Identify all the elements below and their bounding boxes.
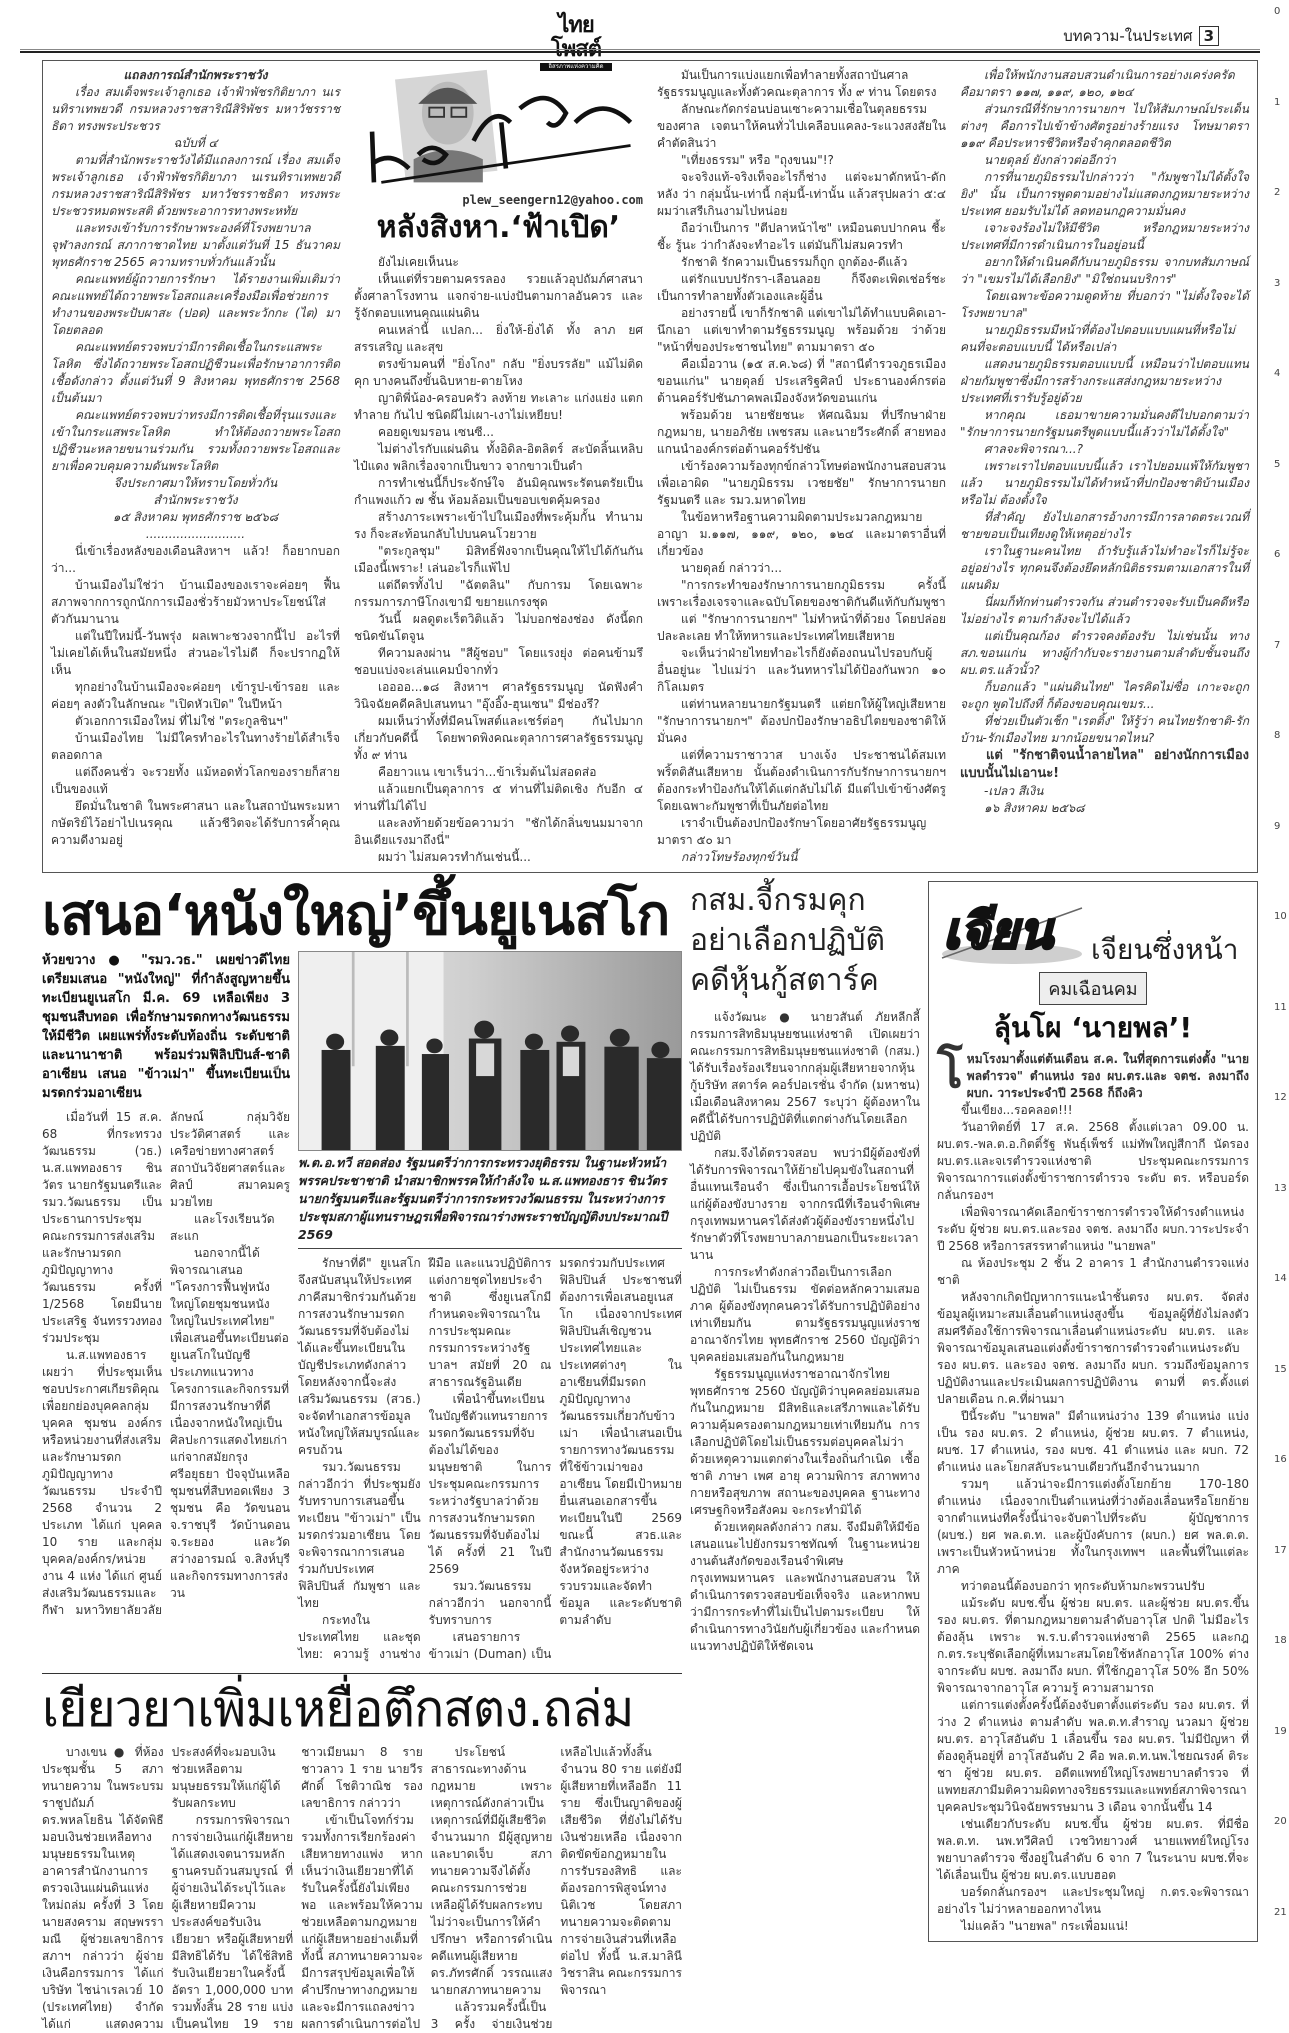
column-byline: คมเฉือนคม [1039,972,1146,1005]
column-paragraph: และลงท้ายด้วยข้อความว่า "ชักได้กลิ่นขนมมาจากอินเดียแรงมาถึงนี่" [354,816,643,847]
ruler-mark: 7 [1274,639,1281,651]
section-header [1063,24,1219,48]
page-content [42,60,1258,2033]
story1-paragraph: รมว.วัฒนธรรมกล่าวอีกว่า นอกจากนี้รับทราบการ [428,1579,552,1627]
column-paragraph: ก็บอกแล้ว "แผ่นดินไทย" ไครคิดไม่ซื่อ เกาะจะถูกจะถูก พูดไปถึงที่ ก็ต้องขอบคุณเขมร... [960,680,1249,711]
masthead [0,0,1289,70]
logo-text: ไทยโพสต์ [550,13,602,62]
column-paragraph: จะเห็นว่าฝ่ายไทยทำอะไรก็ยังต้องถนนไปรอบกับผู้อื่นอยู่นะ ไปแม่ว่า และวันทหารไม่ได้ป้องกันพวก ๑๐ กิโลเมตร [657,646,946,694]
story1-lead: ห้วยขวาง ● "รมว.วธ." เผยข่าวดีไทยเตรียมเสนอ "หนังใหญ่" ที่กำลังสูญหายขึ้นทะเบียนยูเนสโก มี.ค. 69 เหลือเพียง 3 ชุมชนสืบทอด เพื่อรักษามรดกทางวัฒนธรรมให้มีชีวิต เผยแพร่ทั้งระดับท้องถิ่น ระดับชาติและนานาชาติ พร้อมร่วมฟิลิปปินส์-ชาติอาเซียน เสนอ "ข้าวเม่า" ขึ้นทะเบียนเป็นมรดกร่วมอาเซียน [42,953,290,1101]
story1-paragraph: เมื่อวันที่ 15 ส.ค. 68 ที่กระทรวงวัฒนธรรม (วธ.) น.ส.แพทองธาร ชินวัตร นายกรัฐมนตรีและ รมว.วัฒนธรรม เป็นประธานการประชุมคณะกรรมการส่งเสริมและรักษามรดกภูมิปัญญาทางวัฒนธรรม ครั้งที่ 1/2568 โดยมีนายประเสริฐ จันทรรวงทอง ร่วมประชุม [42,1110,162,1345]
column-paragraph: แต่รักแบบปรักรา-เลือนลอย ก็จึงตะเพิดเช่อร์ชะ เป็นการทำลายทั้งตัวเองและผู้อื่น [657,272,946,303]
royal-statement-paragraph: คณะแพทย์ตรวจพบว่าทรงมีการติดเชื้อที่รุนแรงและเข้าในกระแสพระโลหิต ทำให้ต้องถวายพระโอสถปฏิชีวนะหลายขนานร่วมกัน รวมทั้งถวายพระโอสถและยาเพื่อควบคุมความดันพระโลหิต [51,408,340,473]
column-paragraph: "การกระทำของรักษาการนายกภูมิธรรม ครั้งนี้ เพราะเรื่องเจรจาและฉบับโดยของชาติกันดีแท้กับกัมพูชา [657,578,946,609]
ruler-mark: 20 [1274,1816,1287,1827]
news-photo [298,951,682,1151]
column-paragraph: ศาลจะพิจารณา...? [984,442,1083,456]
story2-headline: กสม.จี้กรมคุก อย่าเลือกปฏิบัติ คดีหุ้นกู้สตาร์ค [690,883,885,998]
royal-statement-paragraph: และทรงเข้ารับการรักษาพระองค์ที่โรงพยาบาลจุฬาลงกรณ์ สภากาชาดไทย มาตั้งแต่วันที่ 15 ธันวาคม พุทธศักราช 2565 ความทราบทั่วกันแล้วนั้น [51,221,340,269]
story1-paragraph: น.ส.แพทองธาร เผยว่า ที่ประชุมเห็นชอบประกาศเกียรติคุณเพื่อยกย่องบุคคลกลุ่มบุคคล ชุมชน องค์กร หรือหน่วยงานที่ส่งเสริมและรักษามรดกภูมิปัญญาทางวัฒนธรรม ประจำปี 2568 จำนวน 2 ประเภท ได้แก่ บุคคล 10 ราย และกลุ่มบุคคล/องค์กร/หน่วยงาน 4 แห่ง ได้แก่ ศูนย์ส่งเสริมวัฒนธรรมและกีฬา มหาวิทยาลัยวลัยลักษณ์ กลุ่มวิจัยประวัติศาสตร์ และเครือข่ายทางศาสตร์ สถาบันวิจัยศาสตร์และศิลป์ สมาคมครูมวยไทย [42,1110,290,1617]
column-paragraph: ทุกอย่างในบ้านเมืองจะค่อยๆ เข้ารูป-เข้ารอย และค่อยๆ ลงตัวในลักษณะ "เปิดหัวเปิด" ในปีหน้า [51,680,340,711]
royal-statement-paragraph: คณะแพทย์ตรวจพบว่ามีการติดเชื้อในกระแสพระโลหิต ซึ่งได้ถวายพระโอสถปฏิชีวนะเพื่อรักษาอาการติดเชื้อดังกล่าว ตั้งแต่วันที่ 9 สิงหาคม พุทธศักราช 2568 เป็นต้นมา [51,340,340,405]
story1-paragraph: รมว.วัฒนธรรมกล่าวอีกว่า ที่ประชุมยังรับทราบการเสนอขึ้นทะเบียน "ข้าวเม่า" เป็นมรดกร่วมอาเซียน โดยจะพิจารณาการเสนอ ร่วมกับประเทศฟิลิปปินส์ กัมพูชา และไทย [298,1460,421,1610]
royal-statement-paragraph: คณะแพทย์ผู้ถวายการรักษา ได้รายงานเพิ่มเติมว่า คณะแพทย์ได้ถวายพระโอสถและเครื่องมือเพื่อช่วยการทำงานของพระปับผาสะ (ปอด) และพระวักกะ (ไต) มาโดยตลอด [51,272,340,337]
photo-caption: พ.ต.อ.ทวี สอดส่อง รัฐมนตรีว่าการกระทรวงยุติธรรม ในฐานะหัวหน้าพรรคประชาชาติ นำสมาชิกพรรคให้กำลังใจ น.ส.แพทองธาร ชินวัตร นายกรัฐมนตรีและรัฐมนตรีว่าการกระทรวงวัฒนธรรม ในระหว่างการประชุมสภาผู้แทนราษฎรเพื่อพิจารณาร่างพระราชบัญญัติงบประมาณปี 2569 [298,1151,682,1249]
column-paragraph: ผมเห็นว่าทั้งที่มีคนโพสต์และเชร์ต่อๆ กันไปมาก เกี่ยวกับคดีนี้ โดยพาดพิงคณะตุลาการศาลรัฐธรรมนูญ ทั้ง ๙ ท่าน [354,714,643,762]
story1-paragraph: นอกจากนี้ได้พิจารณาเสนอ "โครงการฟื้นฟูหนังใหญ่โดยชุมชนหนังใหญ่ในประเทศไทย" เพื่อเสนอขึ้นทะเบียนต่อยูเนสโกในบัญชีประเภทแนวทาง โครงการและกิจกรรมที่มีการสงวนรักษาที่ดี เนื่องจากหนังใหญ่เป็นศิลปะการแสดงไทยเก่าแก่จากสมัยกรุงศรีอยุธยา ปัจจุบันเหลือชุมชนที่สืบทอดเพียง 3 ชุมชน คือ วัดขนอน จ.ราชบุรี วัดบ้านดอน จ.ระยอง และวัดสว่างอารมณ์ จ.สิงห์บุรี และกิจกรรมทางการส่งวน [170,1246,290,1600]
story3-paragraph: บางเขน ● ที่ห้องประชุมชั้น 5 สภาทนายความ ในพระบรมราชูปถัมภ์ ดร.พหลโยธิน ได้จัดพิธีมอบเงินช่วยเหลือทางมนุษยธรรมในเหตุอาคารสำนักงานการตรวจเงินแผ่นดินแห่งใหม่ถล่ม ครั้งที่ 3 โดยนายสงคราม สฤษพรรามณี ผู้ช่วยเลขาธิการสภาฯ กล่าวว่า ผู้จ่ายเงินคือกรรมการ ได้แก่ บริษัท ไชน่าเรลเวย์ 10 (ประเทศไทย) จำกัด ได้แก่ แสดงความประสงค์ที่จะมอบเงินช่วยเหลือตามมนุษยธรรมให้แก่ผู้ได้รับผลกระทบ [42,1745,281,2031]
byline-row [937,972,1249,1005]
column-paragraph: เจาะจงร้องไม่ให้มีชีวิต หรือกฎหมายระหว่างประเทศที่มีการดำเนินการในอยู่อนนี้ [960,221,1249,252]
column-paragraph: "ตระกูลชุม" มิสิทธิ์ฟังจากเป็นคุณให้ไปได้กันกันเมืองนี้เพราะ! เล่นอะไรก็แพ้ไป [354,544,643,575]
column-paragraph: เออออ...๑๘ สิงหาฯ ศาลรัฐธรรมนูญ นัดฟังคำวินิจฉัยคดีคลิปเสนทนา "อุ๊งอิ๊ง-ฮุนเซน" มีช่องรึ? [354,680,643,711]
left-stories [42,881,682,2033]
column-title: หลังสิงหา.‘ฟ้าเปิด’ [376,210,621,245]
ruler-mark: 10 [1274,911,1287,922]
ruler-mark: 17 [1274,1544,1287,1556]
box-paragraph: แม้ระดับ ผบช.ขึ้น ผู้ช่วย ผบ.ตร. และผู้ช่วย ผบ.ตร.ขึ้นรอง ผบ.ตร. ที่ตามกฎหมายตามลำดับอาวุโส ปกติ ไม่มีอะไรต้องลุ้น เพราะ พ.ร.บ.ตำรวจแห่งชาติ 2565 และกฎ ก.ตร.ระบุชัดเลือกผู้ที่เหมาะสมโดยใช้หลักอาวุโส 100% ต่างจากระดับ ผบช. ลงมาถึง ผบก. ที่ใช้กฎอาวุโส 50% อีก 50% พิจารณาจากอาวุโส ความรู้ ความสามารถ [937,1596,1249,1695]
column-paragraph: แสดงนายภูมิธรรมตอบแบบนี้ เหมือนว่าไปตอบแทนฝ่ายกัมพูชาซึ่งมีการสร้างกระแสส่งกฎหมายระหว่างประเทศที่เรารับรู้อยู่ด้วย [960,357,1249,405]
story2-text [690,1009,920,1655]
column-paragraph: แต่ "รักษาการนายกฯ" ไม่ทำหน้าที่ด้วยง โดยปล่อยปละละเลย ทำให้ทหารและประเทศไทยเสียหาย [657,612,946,643]
ruler-mark: 2 [1274,187,1281,198]
column-paragraph: บ้านเมืองไม่ใช่ว่า บ้านเมืองของเราจะค่อยๆ ฟื้นสภาพจากการถูกนักการเมืองชั่วร้ายมัวหาประโยชน์ใส่ตัวกันมานาน [51,578,340,626]
column-logo-subtitle: เจียนซึ่งหน้า [1091,933,1239,966]
column-paragraph: คอยดูเขมรอน เซนซี... [378,425,494,439]
column-paragraph: จะจริงแท้-จริงเท็จอะไรก็ช่าง แต่จะมาดักหน้า-ดักหลัง ว่า กลุ่มนั้น-เท่านี้ กลุ่มนี้-เท่านั้น แล้วสรุปผลว่า ๕:๔ ผมว่าเสรีเกินงามไปหน่อย [657,170,946,218]
box-paragraph: ณ ห้องประชุม 2 ชั้น 2 อาคาร 1 สำนักงานตำรวจแห่งชาติ [937,1256,1249,1287]
story2-paragraph: ด้วยเหตุผลดังกล่าว กสม. จึงมีมติให้มีข้อเสนอแนะไปยังกรมราชทัณฑ์ ในฐานะหน่วยงานต้นสังกัดของเรือนจำพิเศษกรุงเทพมหานคร และพนักงานสอบสวน ให้ดำเนินการตรวจสอบข้อเท็จจริง และหากพบว่ามีการกระทำที่ไม่เป็นไปตามระเบียบ ให้ดำเนินการทางวินัยกับผู้เกี่ยวข้อง และกำหนดแนวทางปฏิบัติให้ชัดเจน [690,1520,920,1653]
story1-paragraph: กระทงในประเทศไทย และชุดไทย: ความรู้ งานช่างฝีมือ และแนวปฏิบัติการแต่งกายชุดไทยประจำชาติ ซึ่งยูเนสโกมีกำหนดจะพิจารณาในการประชุมคณะกรรมการระหว่างรัฐบาลฯ สมัยที่ 20 ณ สาธารณรัฐอินเดีย [298,1256,552,1661]
drop-cap: โ [937,1043,963,1099]
box-paragraph: รวมๆ แล้วน่าจะมีการแต่งตั้งโยกย้าย 170-180 ตำแหน่ง เนื่องจากเป็นตำแหน่งที่ว่างต้องเลื่อนหรือโยกย้ายจากตำแหน่งที่ครั้งนี้น่าจะจับตาไปที่ระดับ ผู้บัญชาการ (ผบช.) ยศ พล.ต.ท. และผู้บังคับการ (ผบก.) ยศ พล.ต.ต. เพราะเป็นหัวหน้าหน่วย ทั้งในกรุงเทพฯ และพื้นที่ในแต่ละภาค [937,1477,1249,1576]
columnist-portrait-icon [354,67,644,187]
column-paragraph: เพื่อให้พนักงานสอบสวนดำเนินการอย่างเคร่งครัด คือมาตรา ๑๑๗, ๑๑๙, ๑๒๐, ๑๒๔ [960,68,1235,99]
police-column-box [928,881,1258,1942]
column-paragraph: ญาติพี่น้อง-ครอบครัว ลงท้าย ทะเลาะ แก่งแย่ง แตกทำลาย กันไป ชนิดผีไม่เผา-เงาไม่เหยียบ! [354,391,643,422]
column-paragraph: บ้านเมืองไทย ไม่มีใครทำอะไรในทางร้ายได้สำเร็จตลอดกาล [51,731,340,762]
box-paragraph: บอร์ดกลั่นกรองฯ และประชุมใหญ่ ก.ตร.จะพิจารณาอย่างไร ไม่ว่าหลายออกทางไหน [937,1885,1249,1916]
column-paragraph: โดยเฉพาะข้อความดูดท้าย ที่บอกว่า "ไม่ตั้งใจจะได้โรงพยาบาล" [960,289,1249,320]
ruler-mark: 13 [1274,1182,1287,1194]
column-paragraph: นายดุลย์ กล่าวว่า... [681,561,782,575]
box-paragraph: วันอาทิตย์ที่ 17 ส.ค. 2568 ตั้งแต่เวลา 09.00 น. ผบ.ตร.-พล.ต.อ.กิตติ์รัฐ พันธุ์เพ็ชร์ แม่ทัพใหญ่สีกากี นัดรอง ผบ.ตร.และจเรตำรวจแห่งชาติ ประชุมคณะกรรมการพิจารณาการแต่งตั้งข้าราชการตำรวจ ระดับ ตร. หรือบอร์ดกลั่นกรองฯ [937,1120,1249,1202]
box-paragraph: ไม่แคล้ว "นายพล" กระเพื่อมแน่! [961,1919,1129,1933]
ruler-mark: 19 [1274,1725,1287,1737]
column-paragraph: ผมว่า ไม่สมควรทำกันเช่นนี้... [378,850,531,864]
ruler-mark: 12 [1274,1092,1287,1103]
column-paragraph: อยากให้ดำเนินคดีกับนายภูมิธรรม จากบทสัมภาษณ์ว่า "เขมรไม่ได้เลือกยิง" "มิใช่ถนนบริการ" [960,255,1249,286]
story1-headline: เสนอ‘หนังใหญ่’ขึ้นยูเนสโก [42,883,670,948]
column-paragraph: นี่เข้าเรื่องหลังของเดือนสิงหาฯ แล้ว! ก็อยากบอกว่า... [51,544,340,575]
story1-paragraph: และโรงเรียนวัดสะแก [170,1212,275,1243]
story2-paragraph: แจ้งวัฒนะ ● นายวสันต์ ภัยหลีกลี้ กรรมการสิทธิมนุษยชนแห่งชาติ เปิดเผยว่า คณะกรรมการสิทธิมนุษยชนแห่งชาติ (กสม.) ได้รับเรื่องร้องเรียนจากกลุ่มผู้เสียหายจากหุ้นกู้บริษัท สตาร์ค คอร์ปอเรชั่น จำกัด (มหาชน) เมื่อเดือนสิงหาคม 2567 ระบุว่า ผู้ต้องหาในคดีนี้ได้รับการปฏิบัติที่แตกต่างกันโดยเลือกปฏิบัติ [690,1010,920,1143]
royal-statement-title: แถลงการณ์สำนักพระราชวัง [123,68,268,82]
box-paragraph: ปีนี้ระดับ "นายพล" มีตำแหน่งว่าง 139 ตำแหน่ง แบ่งเป็น รอง ผบ.ตร. 2 ตำแหน่ง, ผู้ช่วย ผบ.ตร. 7 ตำแหน่ง, ผบช. 17 ตำแหน่ง, รอง ผบช. 41 ตำแหน่ง และ ผบก. 72 ตำแหน่ง และโยกสลับระนาบเดียวกันอีกจำนวนมาก [937,1409,1249,1474]
story2 [690,881,920,1655]
logo-lettering: เจียน [943,902,1053,960]
column-paragraph: แล้วแยกเป็นตุลาการ ๕ ท่านที่ไม่ติดเชิง กับอีก ๔ ท่านที่ไม่ได้ไป [354,782,643,813]
column-paragraph: ที่ช่วยเป็นตัวเช็ก "เรตติ้ง" ให้รู้ว่า คนไทยรักชาติ-รักบ้าน-รักเมืองไทย มากน้อยขนาดไหน? [960,714,1249,745]
story3-body [42,1744,682,2033]
columnist-signature: -เปลว สีเงิน [984,784,1044,798]
story2-paragraph: กสม.จึงได้ตรวจสอบ พบว่ามีผู้ต้องขังที่ได้รับการพิจารณาให้ย้ายไปคุมขังในสถานที่อื่นแทนเรือนจำ ซึ่งเป็นการเอื้อประโยชน์ให้แก่ผู้ต้องขังบางราย จากกรณีที่เรือนจำพิเศษกรุงเทพมหานครได้ส่งตัวผู้ต้องขังรายหนึ่งไปรักษาตัวที่โรงพยาบาลภายนอกเป็นระยะเวลานาน [690,1146,920,1262]
story1-left [42,951,290,1663]
column-paragraph: วันนี้ ผลดูตะเร็ตวิติแล้ว ไม่บอกช่องช่อง ดังนี้ดก ชนิดขันโตจูน [354,612,643,643]
ruler-mark: 8 [1274,730,1281,741]
story3-paragraph: เข้าเป็นโจทก์ร่วม รวมทั้งการเรียกร้องค่าเสียหายทางแพ่ง หากเห็นว่าเงินเยียวยาที่ได้รับในครั้งนี้ยังไม่เพียงพอ และพร้อมให้ความช่วยเหลือตามกฎหมายแก่ผู้เสียหายอย่างเต็มที่ ทั้งนี้ สภาทนายความจะมีการสรุปข้อมูลเพื่อให้คำปรึกษาทางกฎหมาย และจะมีการแถลงข่าวผลการดำเนินการต่อไป [301,1813,423,2031]
newspaper-logo [540,14,612,71]
column-paragraph: นายภูมิธรรมมีหน้าที่ต้องไปตอบแบบแผนที่หรือไม่ คนที่จะตอบแบบนี้ ได้หรือเปล่า [960,323,1236,354]
story1-paragraph: เสนอรายการข้าวเม่า (Duman) เป็นมรดกร่วมกับประเทศฟิลิปปินส์ ประชาชนที่ต้องการเพื่อเสนอยูเนสโก เนื่องจากประเทศฟิลิปปินส์เชิญชวนประเทศไทยและประเทศต่างๆ ในอาเซียนที่มีมรดกภูมิปัญญาทางวัฒนธรรมเกี่ยวกับข้าวเม่า เพื่อนำเสนอเป็นรายการทางวัฒนธรรมที่ใช้ข้าวเม่าของอาเซียน โดยมีเป้าหมายยื่นเสนอเอกสารขึ้นทะเบียนในปี 2569 ขณะนี้ สวธ.และสำนักงานวัฒนธรรมจังหวัดอยู่ระหว่างรวบรวมและจัดทำข้อมูล และระดับชาติตามลำดับ [428,1256,682,1661]
column-paragraph: หากคุณ เธอมาขายความมั่นคงดีไปบอกตามว่า "รักษาการนายกรัฐมนตรีพูดแบบนี้แล้วว่าไม่ได้ตั้งใจ" [960,408,1249,439]
royal-statement-paragraph: ๑๕ สิงหาคม พุทธศักราช ๒๕๖๘ [112,510,279,524]
box-first-paragraph: หมโรงมาตั้งแต่ต้นเดือน ส.ค. ในที่สุดการแต่งตั้ง "นายพลตำรวจ" ตำแหน่ง รอง ผบ.ตร.และ จตช. ลงมาถึง ผบก. วาระประจำปี 2568 ก็ถึงคิว [966,1052,1249,1100]
ruler-mark: 1 [1274,96,1281,108]
ruler-mark: 21 [1274,1906,1287,1918]
page-ruler [1270,0,1289,1920]
column-paragraph: รักชาติ รักความเป็นธรรมก็ถูก ถูกต้อง-ดีแล้ว [681,255,908,269]
column-paragraph: ไม่ต่างไรกับแผ่นดิน ทั้งอิดิล-อิตลิตร์ สะบัดลิ้นเหลิบไป๋แดง พลิกเรื่องจากเป็นขาว จากขาวเป็นดำ [354,442,643,473]
column-paragraph: ตรงข้ามคนที่ "ยิ่งโกง" กลับ "ยิ่งบรรลัย" แม้ไม่ติดคุก บางคนถึงขั้นฉิบหาย-ตายโหง [354,357,643,388]
column-paragraph: ที่สำคัญ ยังไปเอกสารอ้างการมีการลาดตระเวณที่ชายขอบเป็นเทียงดูให้เหตุอย่างไร [960,510,1249,541]
story3-paragraph: ประโยชน์สาธารณะทางด้านกฎหมาย เพราะเหตุการณ์ดังกล่าวเป็นเหตุการณ์ที่มีผู้เสียชีวิตจำนวนมาก มีผู้สูญหายและบาดเจ็บ สภาทนายความจึงได้ตั้งคณะกรรมการช่วยเหลือผู้ได้รับผลกระทบ ไม่ว่าจะเป็นการให้คำปรึกษา หรือการดำเนินคดีแทนผู้เสียหาย ดร.ภัทรศักดิ์ วรรณแสง นายกสภาทนายความ [430,1745,553,1997]
ruler-mark: 18 [1274,1635,1287,1646]
column-paragraph: คือยาวแน เขาเร็นว่า...ข้าเริ่มต้นไม่สอดส่อ [378,765,597,779]
column-paragraph: เราจำเป็นต้องปกป้องรักษาโดยอาศัยรัฐธรรมนูญมาตรา ๕๐ มา [657,816,927,847]
ruler-mark: 3 [1274,277,1281,289]
column-paragraph: ยังไม่เคยเห็นนะ [378,255,459,269]
ruler-mark: 11 [1274,1001,1287,1013]
ruler-mark: 15 [1274,1363,1287,1375]
header-rule [20,49,1260,53]
columnist-email: plew_seengern12@yahoo.com [462,193,643,207]
column-paragraph: แต่ท่านหลายนายกรัฐมนตรี แต่ยกให้ผู้ใหญ่เสียหาย "รักษาการนายกฯ" ต้องปกป้องรักษาอธิปไตยของชาติให้มั่นคง [657,697,946,745]
story3-paragraph: แล้วรวมครั้งนี้เป็น 3 ครั้ง จ่ายเงินช่วยเหลือไปแล้วทั้งสิ้นจำนวน 80 ราย แต่ยังมีผู้เสียหายที่เหลืออีก 11 ราย ซึ่งเป็นญาติของผู้เสียชีวิต ที่ยังไม่ได้รับเงินช่วยเหลือ เนื่องจากติดขัดข้อกฎหมายในการรับรองสิทธิ และต้องรอการพิสูจน์ทางนิติเวช โดยสภาทนายความจะติดตามการจ่ายเงินส่วนที่เหลือต่อไป ทั้งนี้ น.ส.มาลินี วิชราสิน คณะกรรมการพิจารณา [430,1745,682,2031]
photo-people-image [299,952,682,1151]
ruler-mark: 14 [1274,1273,1287,1284]
box-paragraph: หลังจากเกิดปัญหาการแนะนำชั้นตรง ผบ.ตร. จัดส่งข้อมูลผู้เหมาะสมเลื่อนตำแหน่งสูงขึ้น ข้อมูลผู้ที่ยังไม่ลงตัว สมศรีต้องใช้การพิจารณาเลื่อนตำแหน่งระดับ ผบ.ตร. และพิจารณาข้อมูลเสนอแต่งตั้งข้าราชการตำรวจตำแหน่งระดับ รอง ผบ.ตร. และรอง จตช. ลงมาถึง ผบก. รวมถึงข้อมูลการปฏิบัติงานและประเมินผลการปฏิบัติงาน ตามที่ ตร.ตั้งแต่ปลายเดือน ก.ค.ที่ผ่านมา [937,1290,1249,1406]
separator: .......................... [145,527,246,541]
column-paragraph: เห็นแต่ที่รวยตามครรลอง รวยแล้วอุปถัมภ์ศาสนา ตั้งศาลาโรงทาน แจกจ่าย-แบ่งปันตามกาลอันควร และรู้จักตอบแทนคุณแผ่นดิน [354,272,643,320]
column-paragraph: กล่าวโทษร้องทุกข์วันนี้ [681,850,798,864]
column-paragraph: คนเหล่านี้ แปลก... ยิ่งให้-ยิ่งได้ ทั้ง ลาภ ยศ สรรเสริญ และสุข [354,323,643,354]
column-paragraph: สร้างภาระเพราะเข้าไปในเมืองที่พระคุ้มกั้น ทำนามรง ก็จะสะท้อนกลับไปบนคนโวยวาย [354,510,643,541]
royal-statement-paragraph: เรื่อง สมเด็จพระเจ้าลูกเธอ เจ้าฟ้าพัชรกิติยาภา นเรนทิราเทพยวดี กรมหลวงราชสาริณีสิริพัชร มหาวัชรราชธิดา ทรงพระประชวร [51,85,340,133]
column-logo [937,888,1249,968]
ruler-mark: 16 [1274,1454,1287,1465]
columnist-header [354,67,643,254]
column-paragraph: มันเป็นการแบ่งแยกเพื่อทำลายทั้งสถาบันศาลรัฐธรรมนูญและทั้งตัวคณะตุลาการ ทั้ง ๙ ท่าน โดยตรง [657,68,937,99]
royal-statement-paragraph: ตามที่สำนักพระราชวังได้มีแถลงการณ์ เรื่อง สมเด็จพระเจ้าลูกเธอ เจ้าฟ้าพัชรกิติยาภา นเรนทิราเทพยวดี กรมหลวงราชสาริณีสิริพัชร มหาวัชรราชธิดา ทรงพระประชวรหมดพระสติ ด้วยพระอาการทางพระหทัย [51,153,340,218]
story1-paragraph: เพื่อนำขึ้นทะเบียนในบัญชีตัวแทนรายการมรดกวัฒนธรรมที่จับต้องไม่ได้ของมนุษยชาติ ในการประชุมคณะกรรมการระหว่างรัฐบาลว่าด้วยการสงวนรักษามรดกวัฒนธรรมที่จับต้องไม่ได้ ครั้งที่ 21 ในปี 2569 [428,1392,552,1576]
column-paragraph: การทำเช่นนี้ก็ประจักษ์ใจ อันมิคุณพระรัตนตรัยเป็นกำแพงแก้ว ๗ ชั้น ห้อมล้อมเป็นขอบเขตคุ้มครอง [354,476,643,507]
story1-body [42,951,682,1663]
column-paragraph: ลักษณะกัดกร่อนบ่อนเซาะความเชื่อในตุลยธรรมของศาล เจตนาให้คนทั่วไปเคลือบแคลง-ระแวงสงสัยในคำตัดสินว่า [657,102,946,150]
story3-paragraph: กรรมการพิจารณาการจ่ายเงินแก่ผู้เสียหายได้แสดงเจตนารมหลักฐานครบถ้วนสมบูรณ์ ที่ผู้จ่ายเงินได้ระบุไว้และผู้เสียหายมีความประสงค์ขอรับเงินเยียวยา หรือผู้เสียหายที่มีสิทธิได้รับ ได้ใช้สิทธิรับเงินเยียวยาในครั้งนี้ อัตรา 1,000,000 บาท รวมทั้งสิ้น 28 ราย แบ่งเป็นคนไทย 19 ราย ชาวเมียนมา 8 ราย ชาวลาว 1 ราย นายวีรศักดิ์ โชติวาณิช รองเลขาธิการ กล่าวว่า [171,1745,423,2031]
ruler-mark: 5 [1274,458,1281,470]
story1-cols-ab [42,1109,290,1619]
column-paragraph: ถือว่าเป็นการ "ตีปลาหน้าไซ" เหมือนตบปากคน ชี้ะ ชี้ะ รู้นะ ว่ากำลังจะทำอะไร แต่มันก็ไม่สมควรทำ [657,221,946,252]
box-paragraph: ขึ้นเขียง...รอคลอด!!! [961,1103,1073,1117]
column-paragraph: ในข้อหาหรือฐานความผิดตามประมวลกฎหมายอาญา ม.๑๑๗, ๑๑๙, ๑๒๐, ๑๒๔ และมาตราอื่นที่เกี่ยวข้อง [657,510,946,558]
column-paragraph: เราในฐานะคนไทย ถ้ารับรู้แล้วไม่ทำอะไรก็ไม่รู้จะอยู่อย่างไร ทุกคนจึงต้องยึดหลักนิติธรรมตามเอกสารในที่แผนดิม [960,544,1249,592]
column-paragraph: ตัวเอกการเมืองใหม่ ที่ไม่ใช่ "ตระกูลชินฯ" [75,714,289,728]
column-paragraph: นายดุลย์ ยังกล่าวต่ออีกว่า [984,153,1116,167]
opinion-column-box [42,60,1258,873]
column-closing: แต่ "รักชาติจนน้ำลายไหล" อย่างนักการเมือง แบบนั้นไม่เอานะ! [960,748,1249,781]
box-text [937,1043,1249,1935]
page-number: 3 [1199,26,1219,46]
ruler-mark: 9 [1274,820,1281,832]
box-paragraph: เพื่อพิจารณาคัดเลือกข้าราชการตำรวจให้ดำรงตำแหน่งระดับ ผู้ช่วย ผบ.ตร.และรอง จตช. ลงมาถึง ผบก.วาระประจำปี 2568 หรือการสรรหาตำแหน่ง "นายพล" [937,1205,1249,1253]
story1-paragraph: รักษาที่ดี" ยูเนสโกจึงสนับสนุนให้ประเทศภาคีสมาชิกร่วมกันด้วยการสงวนรักษามรดกวัฒนธรรมที่จับต้องไม่ได้และขึ้นทะเบียนในบัญชีประเภทดังกล่าว โดยหลังจากนี้จะส่งเสริมวัฒนธรรม (สวธ.) จะจัดทำเอกสารข้อมูลหนังใหญ่ให้สมบูรณ์และครบถ้วน [298,1256,421,1457]
box-paragraph: ทว่าตอนนี้ต้องบอกว่า ทุกระดับห้ามกะพรวนปรับ [961,1579,1205,1593]
story1-cols-cde [298,1255,682,1663]
box-paragraph: แต่การแต่งตั้งครั้งนี้ต้องจับตาตั้งแต่ระดับ รอง ผบ.ตร. ที่ว่าง 2 ตำแหน่ง ตามลำดับ พล.ต.ท.สำราญ นวลมา ผู้ช่วย ผบ.ตร. อาวุโสอันดับ 1 เลื่อนขึ้น รอง ผบ.ตร. ไม่มีปัญหา ที่ต้องดูลุ้นอยู่ที่ อาวุโสอันดับ 2 คือ พล.ต.ท.นพ.ไชยณรงค์ ติระชา ผู้ช่วย ผบ.ตร. อดีตแพทย์ใหญ่โรงพยาบาลตำรวจ ที่แพทยสภามีมติความผิดทางจริยธรรมและแพทย์สภาพิจารณาบุคคลประชุมวินิจฉัยพรรษมาน 3 เดือน จากนั้นขึ้น 14 [937,1698,1249,1814]
column-paragraph: เข้าร้องความร้องทุกข์กล่าวโทษต่อพนักงานสอบสวน เพื่อเอาผิด "นายภูมิธรรม เวชยชัย" รักษาการนายกรัฐมนตรี และ รมว.มหาดไทย [657,459,946,507]
box-paragraph: เช่นเดียวกับระดับ ผบช.ขึ้น ผู้ช่วย ผบ.ตร. ที่มีชื่อ พล.ต.ท. นพ.ทวีศิลป์ เวชวิทยาวงศ์ นายแพทย์ใหญ่โรงพยาบาลตำรวจ ซึ่งอยู่ในลำดับ 6 จาก 7 ในระนาบ ผบช.ที่จะได้เลื่อนเป็น ผู้ช่วย ผบ.ตร.แบบฮอต [937,1817,1249,1882]
royal-statement-paragraph: ฉบับที่ ๔ [173,136,218,150]
column-paragraph: เพราะเราไปตอบแบบนี้แล้ว เราไปยอมแพ้ให้กัมพูชาแล้ว นายภูมิธรรมไม่ได้ทำหน้าที่ปกป้องชาติบ้านเมืองหรือไม่ ต้องตั้งใจ [960,459,1249,507]
royal-statement-paragraph: จึงประกาศมาให้ทราบโดยทั่วกัน [113,476,278,490]
column-paragraph: "เที่ยงธรรม" หรือ "ถุงขนม"!? [681,153,834,167]
story2-paragraph: การกระทำดังกล่าวถือเป็นการเลือกปฏิบัติ ไม่เป็นธรรม ขัดต่อหลักความเสมอภาค ผู้ต้องขังทุกคนควรได้รับการปฏิบัติอย่างเท่าเทียมกัน ตามรัฐธรรมนูญแห่งราชอาณาจักรไทย พุทธศักราช 2560 บัญญัติว่าบุคคลย่อมเสมอกันในกฎหมาย [690,1265,920,1364]
column-date: ๑๖ สิงหาคม ๒๕๖๘ [984,801,1085,815]
story3-headline: เยียวยาเพิ่มเหยื่อตึกสตง.ถล่ม [42,1680,634,1738]
story2-paragraph: รัฐธรรมนูญแห่งราชอาณาจักรไทย พุทธศักราช 2560 บัญญัติว่าบุคคลย่อมเสมอกันในกฎหมาย มีสิทธิและเสรีภาพและได้รับความคุ้มครองตามกฎหมายเท่าเทียมกัน การเลือกปฏิบัติโดยไม่เป็นธรรมต่อบุคคลไม่ว่าด้วยเหตุความแตกต่างในเรื่องถิ่นกำเนิด เชื้อชาติ ภาษา เพศ อายุ ความพิการ สภาพทางกายหรือสุขภาพ สถานะของบุคคล ฐานะทางเศรษฐกิจหรือสังคม จะกระทำมิได้ [690,1367,920,1517]
logo-tagline: อิสรภาพแห่งความคิด [540,63,612,71]
column-paragraph: แต่ถึงคนชั่ว จะรวยทั้ง แม้หอดทั่วโลกของรายก็สายเป็นของแท้ [51,765,340,796]
column-paragraph: นี่ผมก็ทักท่านตำรวจกัน ส่วนตำรวจจะรับเป็นคดีหรือไม่อย่างไร ตามกำลังจะไปได้แล้ว [960,595,1249,626]
column-paragraph: อย่างรายนี้ เขาก็รักชาติ แต่เขาไม่ได้ทำแบบคิดเอา-นึกเอา แต่เขาทำตามรัฐธรรมนูญ พร้อมด้วย ว่าด้วย "หน้าที่ของประชาชนไทย" ตามมาตรา ๕๐ [657,306,946,354]
column-logo-art-icon [937,888,1087,968]
column-paragraph: ยึดมั่นในชาติ ในพระศาสนา และในสถาบันพระมหากษัตริย์ไว้อย่าไปเนรคุณ แล้วชีวิตจะได้รับการค้ำคุณความดีงามอยู่ [51,799,340,847]
column-paragraph: การที่นายภูมิธรรมไปกล่าวว่า "กัมพูชาไม่ได้ตั้งใจยิง" นั้น เป็นการพูดตามอย่างไม่แสดงกฎหมายระหว่างประเทศ ยอมรับไม่ได้ ลดทอนกฎความมั่นคง [960,170,1249,218]
column-paragraph: แต่ในปีใหม่นี้-วันพรุ่ง ผลเพาะชวงจากนี้ไป อะไรที่ไม่เคยได้เห็นในสมัยหนึ่ง ส่วนอะไรไม่ดี ก็จะปรากฏให้เห็น [51,629,340,677]
story1-right [298,951,682,1663]
column-paragraph: แต่เป็นคุณก้อง ตำรวจคงต้องรับ ไม่เช่นนั้น ทาง สภ.ขอนแก่น ทางผู้กำกับจะรายงานตามลำดับชั้นจนถึง ผบ.ตร.แล้วนั้ว? [960,629,1249,677]
royal-statement-paragraph: สำนักพระราชวัง [153,493,238,507]
box-headline: ลุ้นโผ ‘นายพล’! [993,1011,1193,1044]
column-paragraph: พร้อมด้วย นายชัยชนะ หัศณฉิมม ที่ปรึกษาฝ่ายกฎหมาย, นายอภิชัย เพชรสม และนายวีระศักดิ์ สายทอง แกนนำองค์กรต่อต้านคอร์รัปชัน [657,408,946,456]
column-paragraph: คือเมื่อวาน (๑๕ ส.ค.๖๘) ที่ "สถานีตำรวจภูธรเมืองขอนแก่น" นายดุลย์ ประเสริฐศิลป์ ประธานองค์กรต่อต้านคอร์รัปชันภาคพลเมืองจังหวัดขอนแก่น [657,357,946,405]
column-paragraph: ส่วนกรณีที่รักษาการนายกฯ ไปให้สัมภาษณ์ประเด็นต่างๆ คือการไปเข้าข้างศัตรูอย่างร้ายแรง โทษมาตรา ๑๑๙ คือประหารชีวิตหรือจำคุกตลอดชีวิต [960,102,1249,150]
ruler-mark: 0 [1274,6,1281,17]
lower-section [42,881,1258,2033]
column-paragraph: แต่ถีตรทั้งไป "ฉัตตลิน" กับการม โดยเฉพาะกรรมการภาษีโกงเขามี ขยายแกรงชุด [354,578,643,609]
royal-statement [51,67,340,543]
ruler-mark: 4 [1274,368,1281,379]
ruler-mark: 6 [1274,549,1281,560]
section-name: บทความ-ในประเทศ [1063,27,1193,45]
column-paragraph: ทีความลงผ่าน "สีผู้ชอบ" โดยแรงยุ่ง ต่อคนข้ามรึ ชอบแบ่งจะเล่นแคมป์จากทั่ว [354,646,643,677]
column-paragraph: แต่ที่ความราชาวาส บางเจ้ง ประชาชนได้สมเท พริ้ตติสันเสียหาย นั้นต้องดำเนินการกับรักษาการนายกฯ ต้องกระทำป้องกันให้ได้แต่กลับไม่ได้ มีแต่ไปเข้าข้างศัตรูโดยเฉพาะกัมพูชาที่เป็นภัยต่อไทย [657,748,946,813]
